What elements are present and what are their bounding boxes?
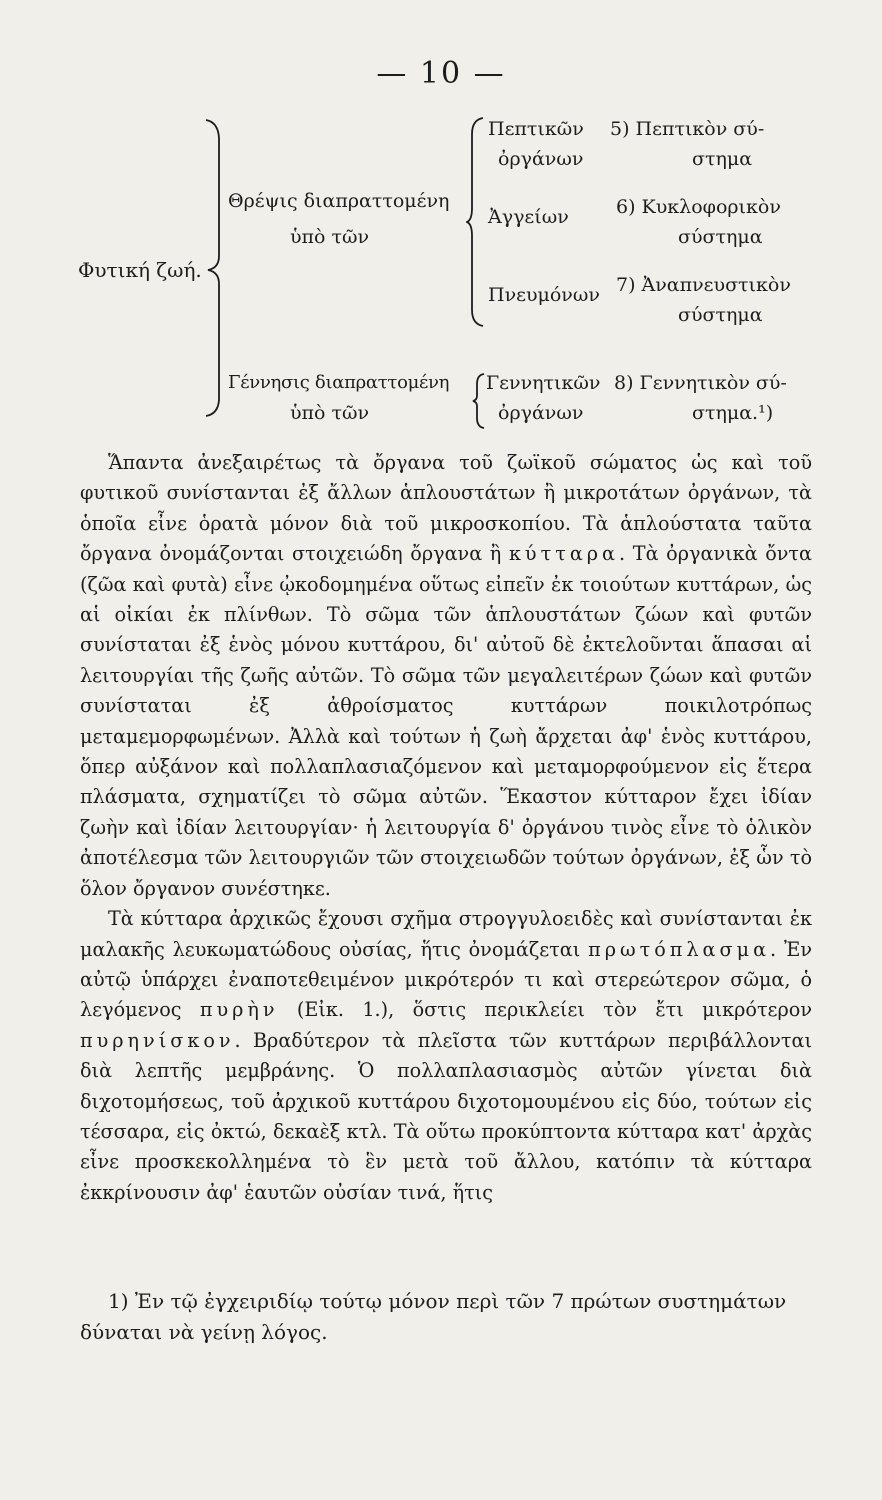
organ-reproductive-line2: ὀργάνων [498,402,584,424]
organ-digestive-line1: Πεπτικῶν [488,118,584,140]
group-reproduction-line1: Γέννησις διαπραττομένη [228,372,450,393]
page-number: — 10 — [376,56,506,91]
paragraph-2-part-d: . Βραδύτερον τὰ πλεῖστα τῶν κυττάρων περιβάλλονται διὰ λεπτῆς μεμβράνης. Ὁ πολλαπλασιασμὸς αὐτῶν γίνεται διὰ διχοτομήσεως, τοῦ ἀρχικοῦ κυττάρου διχοτομουμένου εἰς δύο, τούτων εἰς τέσσαρα, εἰς ὀκτώ, δεκαὲξ κτλ. Τὰ οὕτω προκύπτοντα κύτταρα κατ' ἀρχὰς εἶνε προσκεκολλημένα τὸ ἓν μετὰ τοῦ ἄλλου, κατόπιν τὰ κύτταρα ἐκκρίνουσιν ἀφ' ἑαυτῶν οὐσίαν τινά, ἥτις [80,1028,812,1204]
term-protoplasm: πρωτόπλασμα [588,937,771,961]
group-nutrition-line1: Θρέψις διαπραττομένη [228,190,450,212]
root-brace [202,118,224,418]
term-nucleus: πυρὴν [199,998,279,1022]
organ-reproductive-line1: Γεννητικῶν [486,372,601,394]
paragraph-2 [80,904,812,1208]
footnote-1: 1) Ἐν τῷ ἐγχειριδίῳ τούτῳ μόνον περὶ τῶν 7 πρώτων συστημάτων δύναται νὰ γείνῃ λόγος. [80,1289,787,1344]
footnotes [80,1286,812,1348]
organ-digestive-line2: ὀργάνων [498,148,584,170]
paragraph-2-part-c: (Εἰκ. 1.), ὅστις περικλείει τὸν ἔτι μικρότερον [296,998,812,1022]
paragraph-1 [80,448,812,904]
reproduction-brace [472,372,486,430]
classification-diagram [0,0,882,430]
system-circulatory-line2: σύστημα [678,226,763,248]
term-cells: κύτταρα [508,542,620,566]
system-reproductive-line2: στημα.¹) [692,402,774,424]
group-reproduction-line2: ὑπὸ τῶν [290,402,370,424]
paragraph-2-part-a: Τὰ κύτταρα ἀρχικῶς ἔχουσι σχῆμα στρογγυλοειδὲς καὶ συνίστανται ἐκ μαλακῆς λευκωματώδους οὐσίας, ἥτις ὀνομάζεται [80,907,812,961]
term-nucleolus: πυρηνίσκον [80,1028,235,1052]
paragraph-1-part-a: Ἅπαντα ἀνεξαιρέτως τὰ ὄργανα τοῦ ζωϊκοῦ σώματος ὡς καὶ τοῦ φυτικοῦ συνίστανται ἐξ ἄλλων ἁπλουστάτων ἢ μικροτάτων ὀργάνων, τὰ ὁποῖα εἶνε ὁρατὰ μόνον διὰ τοῦ μικροσκοπίου. Τὰ ἁπλούστατα ταῦτα ὄργανα ὀνομάζονται στοιχειώδη ὄργανα ἢ [80,451,812,566]
system-digestive-line2: στημα [692,148,753,170]
paragraph-1-part-b: . Τὰ ὀργανικὰ ὄντα (ζῶα καὶ φυτὰ) εἶνε ᾠκοδομημένα οὕτως εἰπεῖν ἐκ τοιούτων κυττάρων, ὡς αἱ οἰκίαι ἐκ πλίνθων. Τὸ σῶμα τῶν ἁπλουστάτων ζώων καὶ φυτῶν συνίσταται ἐξ ἑνὸς μόνου κυττάρου, δι' αὐτοῦ δὲ ἐκτελοῦνται ἅπασαι αἱ λειτουργίαι τῆς ζωῆς αὐτῶν. Τὸ σῶμα τῶν μεγαλειτέρων ζώων καὶ φυτῶν συνίσταται ἐξ ἀθροίσματος κυττάρων ποικιλοτρόπως μεταμεμορφωμένων. Ἀλλὰ καὶ τούτων ἡ ζωὴ ἄρχεται ἀφ' ἑνὸς κυττάρου, ὅπερ αὐξάνον καὶ πολλαπλασιαζόμενον καὶ μεταμορφούμενον εἰς ἕτερα πλάσματα, σχηματίζει τὸ σῶμα αὐτῶν. Ἕκαστον κύτταρον ἔχει ἰδίαν ζωὴν καὶ ἰδίαν λειτουργίαν· ἡ λειτουργία δ' ὀργάνου τινὸς εἶνε τὸ ὁλικὸν ἀποτέλεσμα τῶν λειτουργιῶν τῶν στοιχειωδῶν τούτων ὀργάνων, ἐξ ὧν τὸ ὅλον ὄργανον συνέστηκε. [80,542,812,900]
nutrition-brace [466,116,486,328]
system-reproductive-line1: 8) Γεννητικὸν σύ- [614,372,787,394]
system-respiratory-line2: σύστημα [678,304,763,326]
diagram-root-label: Φυτική ζωή. [78,258,202,282]
group-nutrition-line2: ὑπὸ τῶν [290,226,370,248]
organ-vessels: Ἀγγείων [488,206,569,228]
organ-lungs: Πνευμόνων [488,284,600,306]
system-respiratory-line1: 7) Ἀναπνευστικὸν [616,274,791,296]
body-text [80,448,812,1208]
system-digestive-line1: 5) Πεπτικὸν σύ- [610,118,765,140]
system-circulatory-line1: 6) Κυκλοφορικὸν [616,196,781,218]
paragraph-2-part-b: . Ἐν αὐτῷ ὑπάρχει ἐναποτεθειμένον μικρότερόν τι καὶ στερεώτερον σῶμα, ὁ λεγόμενος [80,937,812,1022]
